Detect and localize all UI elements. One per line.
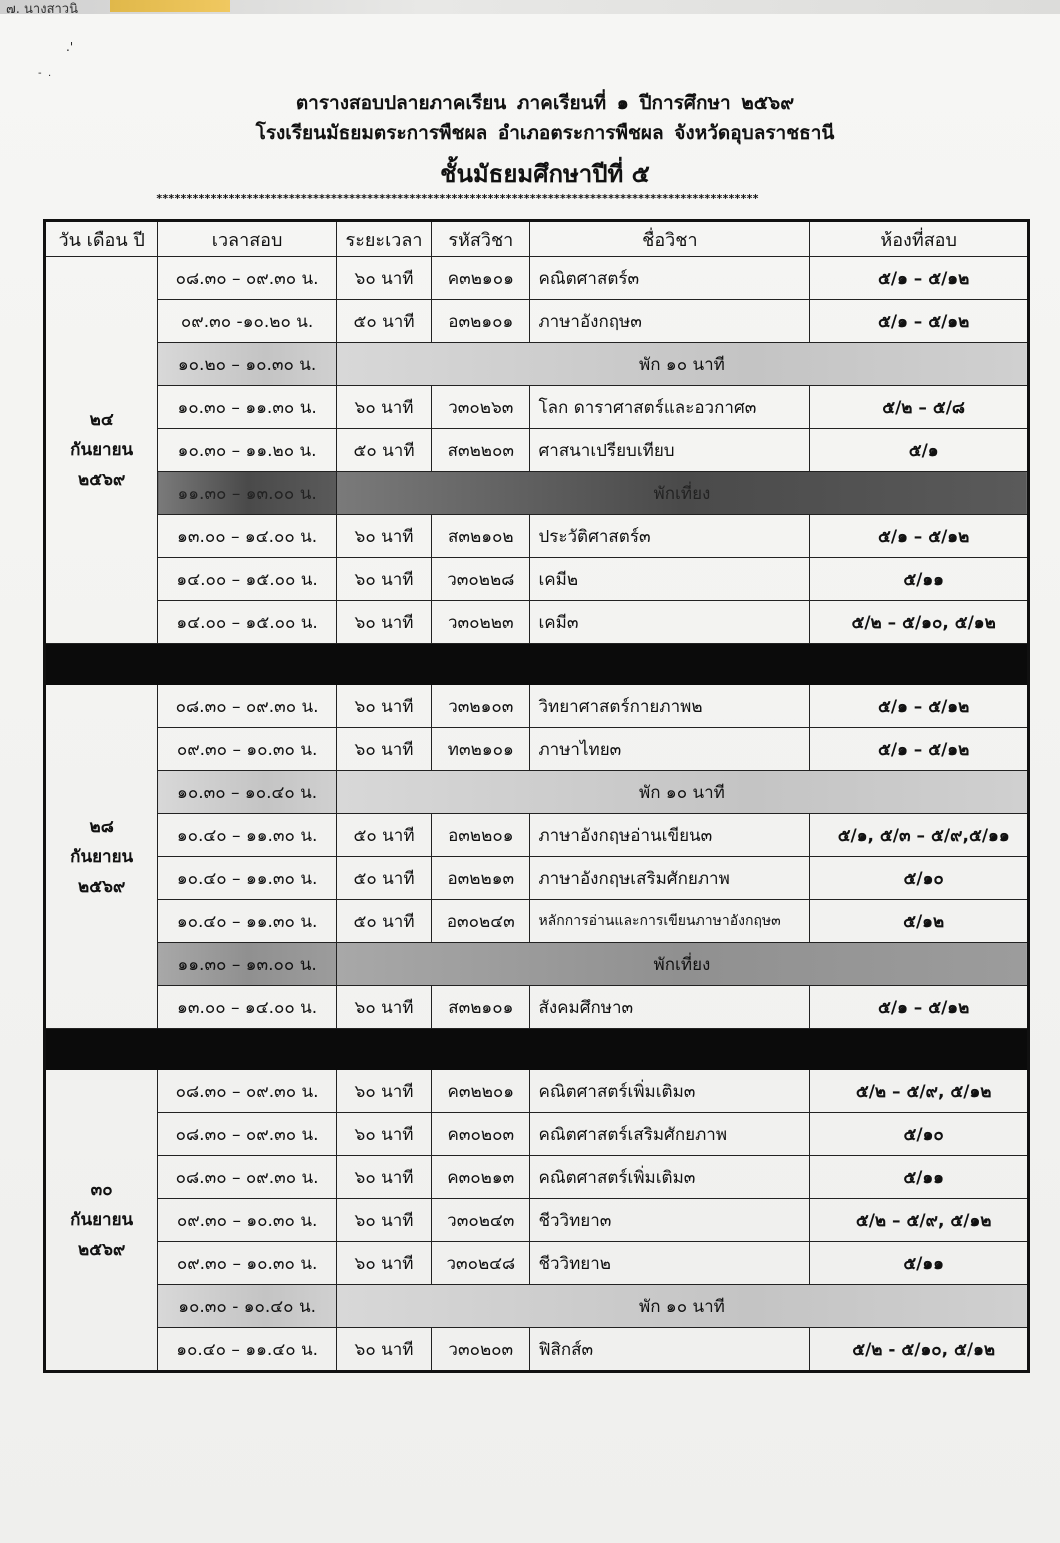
table-row: [45, 900, 1029, 943]
top-edge-strip: [0, 0, 1060, 17]
yellow-sticker: [110, 0, 230, 12]
exam-duration: ๖๐ นาที: [336, 685, 431, 728]
school-name: โรงเรียนมัธยมตระการพืชผล อำเภอตระการพืชผล จังหวัดอุบลราชธานี: [255, 122, 835, 144]
subject-name: คณิตศาสตร์๓: [530, 257, 810, 300]
exam-date-cell: [45, 1070, 158, 1372]
exam-time: ๑๔.๐๐ – ๑๕.๐๐ น.: [158, 601, 337, 644]
exam-time: ๑๐.๓๐ – ๑๑.๓๐ น.: [158, 386, 337, 429]
header-time: เวลาสอบ: [158, 221, 337, 257]
subject-code: ค๓๐๒๑๓: [432, 1156, 530, 1199]
exam-room: ๕/๑ – ๕/๑๒: [810, 300, 1029, 343]
exam-room: ๕/๑๑: [810, 1242, 1029, 1285]
subject-code: ส๓๒๒๐๓: [432, 429, 530, 472]
exam-room: ๕/๒ - ๕/๑๐, ๕/๑๒: [810, 1328, 1029, 1372]
date-day: ๒๘: [89, 816, 114, 837]
exam-room: ๕/๑ – ๕/๑๒: [810, 515, 1029, 558]
exam-duration: ๖๐ นาที: [336, 1328, 431, 1372]
exam-duration: ๕๐ นาที: [336, 429, 431, 472]
exam-duration: ๖๐ นาที: [336, 515, 431, 558]
break-label: พักเที่ยง: [336, 472, 1028, 515]
lunch-break-row: [45, 943, 1029, 986]
subject-name: ศาสนาเปรียบเทียบ: [530, 429, 810, 472]
table-row: [45, 257, 1029, 300]
subject-name: คณิตศาสตร์เสริมศักยภาพ: [530, 1113, 810, 1156]
exam-duration: ๖๐ นาที: [336, 728, 431, 771]
subject-name: ภาษาอังกฤษเสริมศักยภาพ: [530, 857, 810, 900]
subject-name: ฟิสิกส์๓: [530, 1328, 810, 1372]
break-time: ๑๑.๓๐ – ๑๓.๐๐ น.: [158, 472, 337, 515]
subject-code: ส๓๒๑๐๑: [432, 986, 530, 1029]
subject-code: ค๓๒๒๐๑: [432, 1070, 530, 1113]
exam-duration: ๖๐ นาที: [336, 986, 431, 1029]
subject-code: ว๓๐๒๖๓: [432, 386, 530, 429]
subject-name: ประวัติศาสตร์๓: [530, 515, 810, 558]
top-fragment-text: ๗. นางสาวนิ: [6, 2, 78, 17]
exam-time: ๑๐.๔๐ – ๑๑.๔๐ น.: [158, 1328, 337, 1372]
exam-room: ๕/๑, ๕/๓ – ๕/๙,๕/๑๑: [810, 814, 1029, 857]
exam-time: ๑๔.๐๐ – ๑๕.๐๐ น.: [158, 558, 337, 601]
exam-time: ๐๘.๓๐ – ๐๙.๓๐ น.: [158, 1113, 337, 1156]
exam-room: ๕/๑: [810, 429, 1029, 472]
table-row: [45, 685, 1029, 728]
table-row: [45, 814, 1029, 857]
exam-room: ๕/๒ – ๕/๑๐, ๕/๑๒: [810, 601, 1029, 644]
subject-name: ภาษาอังกฤษ๓: [530, 300, 810, 343]
table-row: [45, 558, 1029, 601]
exam-time: ๐๙.๓๐ -๑๐.๒๐ น.: [158, 300, 337, 343]
subject-code: ว๓๐๒๔๓: [432, 1199, 530, 1242]
exam-time: ๑๐.๔๐ – ๑๑.๓๐ น.: [158, 814, 337, 857]
exam-room: ๕/๑ – ๕/๑๒: [810, 685, 1029, 728]
subject-code: อ๓๐๒๔๓: [432, 900, 530, 943]
subject-name: คณิตศาสตร์เพิ่มเติม๓: [530, 1070, 810, 1113]
exam-room: ๕/๒ – ๕/๙, ๕/๑๒: [810, 1070, 1029, 1113]
exam-duration: ๖๐ นาที: [336, 1242, 431, 1285]
exam-date-cell: [45, 685, 158, 1029]
subject-name: โลก ดาราศาสตร์และอวกาศ๓: [530, 386, 810, 429]
exam-room: ๕/๑ – ๕/๑๒: [810, 728, 1029, 771]
date-year: ๒๕๖๙: [78, 470, 126, 490]
subject-code: ว๓๐๒๐๓: [432, 1328, 530, 1372]
exam-duration: ๕๐ นาที: [336, 900, 431, 943]
exam-duration: ๖๐ นาที: [336, 1156, 431, 1199]
exam-time: ๐๙.๓๐ – ๑๐.๓๐ น.: [158, 1242, 337, 1285]
exam-duration: ๖๐ นาที: [336, 558, 431, 601]
header-room: ห้องที่สอบ: [810, 221, 1029, 257]
subject-code: ว๓๐๒๔๘: [432, 1242, 530, 1285]
exam-room: ๕/๑๑: [810, 1156, 1029, 1199]
subject-name: หลักการอ่านและการเขียนภาษาอังกฤษ๓: [530, 900, 810, 943]
exam-duration: ๖๐ นาที: [336, 386, 431, 429]
date-month: กันยายน: [70, 846, 134, 867]
subject-name: ชีววิทยา๓: [530, 1199, 810, 1242]
exam-time: ๑๐.๔๐ – ๑๑.๓๐ น.: [158, 900, 337, 943]
day-separator-row: [45, 644, 1029, 685]
exam-room: ๕/๑๒: [810, 900, 1029, 943]
subject-name: วิทยาศาสตร์กายภาพ๒: [530, 685, 810, 728]
subject-name: สังคมศึกษา๓: [530, 986, 810, 1029]
subject-name: ภาษาไทย๓: [530, 728, 810, 771]
exam-room: ๕/๑๐: [810, 1113, 1029, 1156]
exam-title: ตารางสอบปลายภาคเรียน ภาคเรียนที่ ๑ ปีการศึกษา ๒๕๖๙: [295, 92, 795, 114]
break-row: [45, 343, 1029, 386]
table-row: [45, 300, 1029, 343]
exam-duration: ๖๐ นาที: [336, 601, 431, 644]
date-day: ๒๔: [89, 410, 114, 430]
lunch-break-row: [45, 472, 1029, 515]
table-row: [45, 1328, 1029, 1372]
exam-room: ๕/๑๐: [810, 857, 1029, 900]
subject-code: ค๓๒๑๐๑: [432, 257, 530, 300]
break-label: พัก ๑๐ นาที: [336, 1285, 1028, 1328]
subject-name: เคมี๓: [530, 601, 810, 644]
subject-code: ว๓๐๒๒๓: [432, 601, 530, 644]
break-label: พักเที่ยง: [336, 943, 1028, 986]
exam-room: ๕/๑๑: [810, 558, 1029, 601]
exam-room: ๕/๒ – ๕/๘: [810, 386, 1029, 429]
grade-level: ชั้นมัธยมศึกษาปีที่ ๕: [440, 160, 650, 188]
paper-speck: - .: [38, 68, 52, 79]
exam-duration: ๕๐ นาที: [336, 300, 431, 343]
table-body: [45, 257, 1029, 1372]
exam-time: ๐๙.๓๐ – ๑๐.๓๐ น.: [158, 1199, 337, 1242]
exam-duration: ๕๐ นาที: [336, 814, 431, 857]
exam-room: ๕/๑ – ๕/๑๒: [810, 257, 1029, 300]
exam-date-cell: [45, 257, 158, 644]
exam-time: ๑๓.๐๐ – ๑๔.๐๐ น.: [158, 986, 337, 1029]
subject-name: ชีววิทยา๒: [530, 1242, 810, 1285]
exam-time: ๑๐.๔๐ – ๑๑.๓๐ น.: [158, 857, 337, 900]
exam-duration: ๖๐ นาที: [336, 1070, 431, 1113]
break-time: ๑๐.๒๐ – ๑๐.๓๐ น.: [158, 343, 337, 386]
exam-duration: ๖๐ นาที: [336, 1199, 431, 1242]
subject-code: อ๓๒๒๐๑: [432, 814, 530, 857]
subject-code: อ๓๒๑๐๑: [432, 300, 530, 343]
exam-room: ๕/๒ – ๕/๙, ๕/๑๒: [810, 1199, 1029, 1242]
break-row: [45, 771, 1029, 814]
header-duration: ระยะเวลา: [336, 221, 431, 257]
table-row: [45, 1156, 1029, 1199]
subject-code: ท๓๒๑๐๑: [432, 728, 530, 771]
date-year: ๒๕๖๙: [78, 876, 126, 897]
break-time: ๑๐.๓๐ – ๑๐.๔๐ น.: [158, 771, 337, 814]
table-row: [45, 986, 1029, 1029]
subject-code: ว๓๒๑๐๓: [432, 685, 530, 728]
date-year: ๒๕๖๙: [78, 1240, 126, 1260]
break-row: [45, 1285, 1029, 1328]
subject-name: ภาษาอังกฤษอ่านเขียน๓: [530, 814, 810, 857]
table-row: [45, 1113, 1029, 1156]
exam-time: ๐๘.๓๐ – ๐๙.๓๐ น.: [158, 257, 337, 300]
break-time: ๑๐.๓๐ - ๑๐.๔๐ น.: [158, 1285, 337, 1328]
table-row: [45, 429, 1029, 472]
exam-duration: ๖๐ นาที: [336, 257, 431, 300]
exam-duration: ๖๐ นาที: [336, 1113, 431, 1156]
subject-name: เคมี๒: [530, 558, 810, 601]
table-header-row: [45, 221, 1029, 257]
exam-time: ๐๘.๓๐ – ๐๙.๓๐ น.: [158, 1156, 337, 1199]
exam-time: ๐๙.๓๐ – ๑๐.๓๐ น.: [158, 728, 337, 771]
exam-duration: ๕๐ นาที: [336, 857, 431, 900]
header-code: รหัสวิชา: [432, 221, 530, 257]
subject-code: ส๓๒๑๐๒: [432, 515, 530, 558]
date-day: ๓๐: [90, 1180, 113, 1200]
exam-time: ๐๘.๓๐ – ๐๙.๓๐ น.: [158, 1070, 337, 1113]
exam-time: ๐๘.๓๐ – ๐๙.๓๐ น.: [158, 685, 337, 728]
date-month: กันยายน: [70, 440, 134, 460]
day-separator-row: [45, 1029, 1029, 1070]
table-row: [45, 601, 1029, 644]
table-row: [45, 1070, 1029, 1113]
table-row: [45, 1199, 1029, 1242]
date-month: กันยายน: [70, 1210, 134, 1230]
break-time: ๑๑.๓๐ – ๑๓.๐๐ น.: [158, 943, 337, 986]
subject-code: ว๓๐๒๒๘: [432, 558, 530, 601]
subject-code: ค๓๐๒๐๓: [432, 1113, 530, 1156]
break-label: พัก ๑๐ นาที: [336, 343, 1028, 386]
table-row: [45, 386, 1029, 429]
exam-time: ๑๐.๓๐ – ๑๑.๒๐ น.: [158, 429, 337, 472]
header-date: วัน เดือน ปี: [45, 221, 158, 257]
table-row: [45, 857, 1029, 900]
table-row: [45, 1242, 1029, 1285]
star-divider: ****************************************************************************************************: [156, 192, 759, 205]
break-label: พัก ๑๐ นาที: [336, 771, 1028, 814]
exam-schedule-table: [43, 219, 1030, 1373]
table-row: [45, 515, 1029, 558]
header-subject: ชื่อวิชา: [530, 221, 810, 257]
subject-name: คณิตศาสตร์เพิ่มเติม๓: [530, 1156, 810, 1199]
exam-time: ๑๓.๐๐ – ๑๔.๐๐ น.: [158, 515, 337, 558]
exam-room: ๕/๑ – ๕/๑๒: [810, 986, 1029, 1029]
subject-code: อ๓๒๒๑๓: [432, 857, 530, 900]
paper-speck: .': [66, 40, 74, 54]
table-row: [45, 728, 1029, 771]
